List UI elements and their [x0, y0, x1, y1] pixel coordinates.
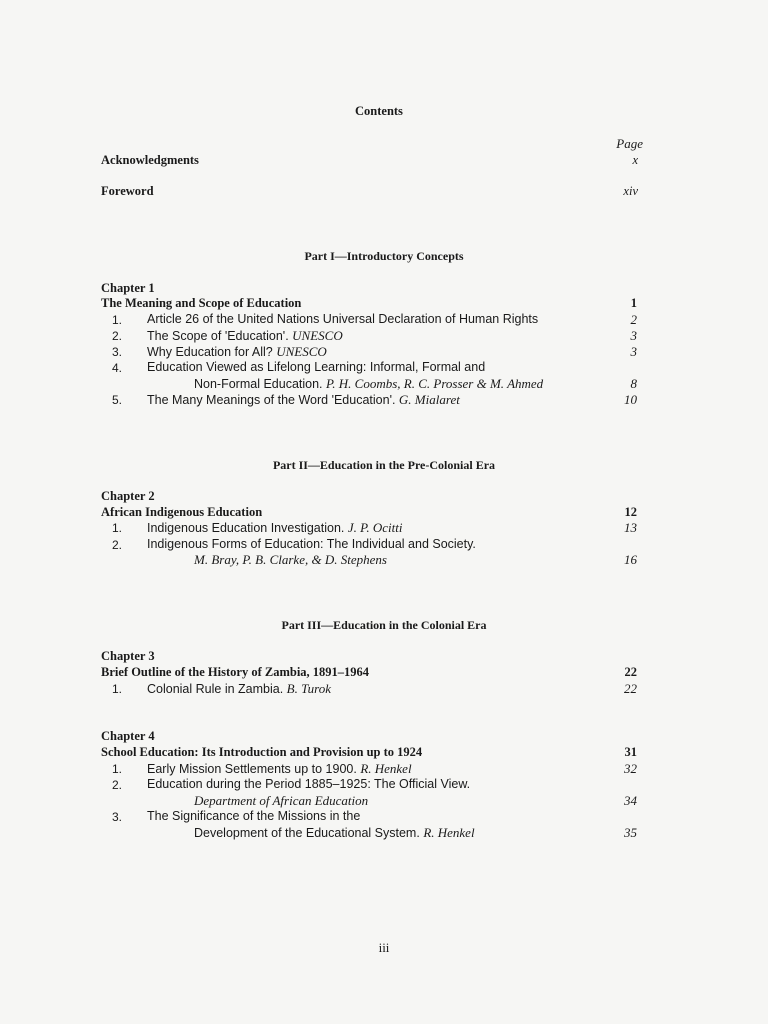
- entry-text: Education during the Period 1885–1925: The Official View.: [147, 777, 471, 791]
- entry-number: 5.: [111, 393, 122, 407]
- entry-page: 2: [630, 312, 637, 327]
- entry-author: UNESCO: [292, 328, 343, 343]
- front-matter-page: xiv: [623, 184, 638, 198]
- entry-author: J. P. Ocitti: [347, 520, 403, 535]
- front-matter-page: x: [632, 153, 638, 167]
- chapter-label: Chapter 2: [101, 489, 155, 503]
- entry-page: 32: [624, 761, 637, 776]
- part-heading: Part I—Introductory Concepts: [304, 249, 464, 263]
- entry-text: The Scope of 'Education'.: [147, 329, 289, 343]
- entry-text-continued: Development of the Educational System.: [194, 826, 420, 840]
- entry-text: Colonial Rule in Zambia.: [147, 682, 284, 696]
- entry-number: 3.: [111, 345, 122, 359]
- entry-author: R. Henkel: [423, 825, 475, 840]
- entry-page: 3: [630, 344, 637, 359]
- chapter-page: 22: [624, 665, 637, 679]
- entry-page: 22: [624, 681, 637, 696]
- entry-number: 1.: [111, 313, 122, 327]
- entry-line: [194, 376, 543, 392]
- entry-author: UNESCO: [276, 344, 327, 359]
- page-column-label: Page: [616, 136, 643, 151]
- page-title: Contents: [355, 104, 403, 118]
- entry-text: Why Education for All?: [147, 345, 273, 359]
- entry-text: Early Mission Settlements up to 1900.: [147, 762, 357, 776]
- chapter-label: Chapter 1: [101, 281, 155, 295]
- entry-line: [147, 392, 460, 408]
- entry-text: Article 26 of the United Nations Universal Declaration of Human Rights: [147, 312, 539, 326]
- entry-text-continued: Non-Formal Education.: [194, 377, 323, 391]
- entry-number: 2.: [111, 538, 122, 552]
- entry-line: [147, 344, 327, 360]
- entry-text: The Many Meanings of the Word 'Education'.: [147, 393, 396, 407]
- entry-number: 2.: [111, 778, 122, 792]
- entry-number: 1.: [111, 521, 122, 535]
- entry-line: [147, 681, 331, 697]
- chapter-label: Chapter 3: [101, 649, 155, 663]
- entry-page: 10: [624, 392, 637, 407]
- entry-number: 3.: [111, 810, 122, 824]
- chapter-title: The Meaning and Scope of Education: [101, 296, 302, 310]
- entry-line: [194, 825, 475, 841]
- chapter-page: 31: [624, 745, 637, 759]
- entry-author: P. H. Coombs, R. C. Prosser & M. Ahmed: [326, 376, 544, 391]
- front-matter-acknowledgments: Acknowledgments: [101, 153, 199, 167]
- entry-author: Department of African Education: [194, 793, 369, 808]
- part-heading: Part III—Education in the Colonial Era: [281, 618, 487, 632]
- entry-page: 8: [630, 376, 637, 391]
- part-heading: Part II—Education in the Pre-Colonial Era: [272, 458, 496, 472]
- chapter-page: 1: [630, 296, 637, 310]
- entry-page: 16: [624, 552, 637, 567]
- entry-page: 3: [630, 328, 637, 343]
- entry-author: R. Henkel: [360, 761, 412, 776]
- entry-line: [147, 761, 412, 777]
- entry-text: Education Viewed as Lifelong Learning: Informal, Formal and: [147, 360, 486, 374]
- entry-line: [147, 520, 403, 536]
- chapter-title: School Education: Its Introduction and Provision up to 1924: [101, 745, 423, 759]
- entry-author: B. Turok: [286, 681, 331, 696]
- entry-number: 2.: [111, 329, 122, 343]
- front-matter-foreword: Foreword: [101, 184, 154, 198]
- chapter-page: 12: [624, 505, 637, 519]
- chapter-title: Brief Outline of the History of Zambia, 1891–1964: [101, 665, 370, 679]
- entry-text: Indigenous Forms of Education: The Individual and Society.: [147, 537, 476, 551]
- entry-number: 4.: [111, 361, 122, 375]
- entry-page: 13: [624, 520, 637, 535]
- entry-page: 35: [624, 825, 637, 840]
- entry-page: 34: [624, 793, 637, 808]
- entry-author: G. Mialaret: [398, 392, 460, 407]
- entry-text: Indigenous Education Investigation.: [147, 521, 345, 535]
- entry-text: The Significance of the Missions in the: [147, 809, 361, 823]
- chapter-title: African Indigenous Education: [101, 505, 263, 519]
- entry-author: M. Bray, P. B. Clarke, & D. Stephens: [194, 552, 387, 567]
- entry-line: [147, 328, 343, 344]
- footer-page-number: iii: [378, 940, 390, 955]
- entry-number: 1.: [111, 762, 122, 776]
- entry-number: 1.: [111, 682, 122, 696]
- chapter-label: Chapter 4: [101, 729, 155, 743]
